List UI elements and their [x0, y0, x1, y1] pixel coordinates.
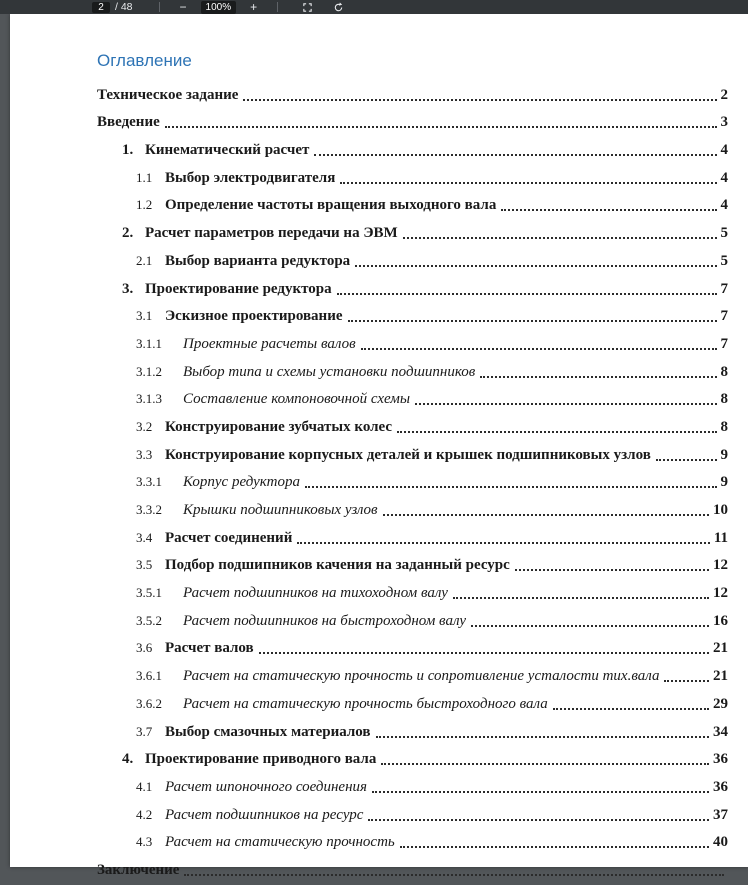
toc-entry[interactable] — [10, 636, 748, 664]
toc-entry[interactable] — [10, 331, 748, 359]
toc-entry-label: Расчет на статическую прочность — [165, 834, 395, 851]
toc-entry-label: Корпус редуктора — [183, 474, 300, 491]
toc-entry-label: Выбор типа и схемы установки подшипников — [183, 363, 476, 380]
toc-page-number: 21 — [713, 640, 728, 657]
toc-entry-label: Крышки подшипниковых узлов — [183, 502, 378, 518]
page-total-label: / 48 — [115, 1, 133, 13]
zoom-in-button[interactable]: + — [244, 0, 263, 14]
toc-dot-leader — [337, 293, 717, 295]
toc-page-number: 8 — [720, 391, 728, 408]
toc-dot-leader — [368, 819, 709, 821]
toc-entry-number: 3.6.1 — [136, 668, 162, 684]
toc-entry-number: 3.1.2 — [136, 363, 162, 379]
toc-page-number: 4 — [720, 169, 728, 186]
toc-entry[interactable] — [10, 719, 748, 747]
toc-entry[interactable] — [10, 137, 748, 165]
toc-dot-leader — [314, 154, 716, 156]
toc-entry-number: 3.7 — [136, 723, 153, 739]
toc-entry-label: Заключение — [97, 861, 180, 878]
toc-page-number: 36 — [713, 751, 728, 768]
toc-page-number: 9 — [720, 474, 728, 491]
toc-entry-number: 1. — [122, 142, 134, 159]
toc-entry-label: Эскизное проектирование — [165, 308, 343, 325]
toc-entry[interactable] — [10, 608, 748, 636]
toc-entry-number: 3.3.1 — [136, 474, 162, 490]
zoom-level-display: 100% — [201, 1, 237, 14]
toc-dot-leader — [471, 625, 709, 627]
toc-entry-number: 4.1 — [136, 778, 153, 794]
pdf-page — [10, 14, 748, 878]
toc-entry-number: 3.4 — [136, 529, 153, 545]
toc-page-number: 2 — [720, 86, 728, 103]
toc-entry-number: 3.5 — [136, 557, 153, 573]
toc-page-number: 16 — [713, 612, 728, 629]
toc-dot-leader — [400, 846, 709, 848]
toc-entry-number: 3.5.2 — [136, 612, 162, 628]
toc-dot-leader — [480, 376, 716, 378]
toc-page-number: 12 — [713, 585, 728, 602]
toc-dot-leader — [656, 459, 717, 461]
toc-entry[interactable] — [10, 580, 748, 608]
toc-dot-leader — [376, 736, 709, 738]
toc-dot-leader — [372, 791, 709, 793]
toc-entry-label: Составление компоновочной схемы — [183, 391, 411, 408]
toc-dot-leader — [515, 569, 709, 571]
toc-entry-label: Расчет шпоночного соединения — [165, 778, 367, 795]
toc-entry-label: Проектирование приводного вала — [145, 751, 377, 768]
toc-entry-label: Расчет подшипников на быстроходном валу — [183, 612, 466, 629]
toc-page-number: 9 — [720, 446, 728, 463]
toc-entry-label: Расчет на статическую прочность быстроходного вала — [183, 695, 548, 712]
toc-page-number: 36 — [713, 778, 728, 795]
rotate-icon[interactable] — [323, 0, 354, 14]
toc-entry-number: 1.2 — [136, 197, 153, 213]
toc-entry-label: Расчет на статическую прочность и сопротивление усталости тих.вала — [183, 668, 660, 685]
toc-entry-label: Введение — [97, 114, 160, 131]
toc-entry-number: 4. — [122, 751, 134, 768]
toc-entry-number: 3.6 — [136, 640, 153, 656]
toc-dot-leader — [259, 652, 709, 654]
toc-entry-number: 3.1 — [136, 308, 153, 324]
toc-entry-number: 3. — [122, 280, 134, 297]
toc-page-number: 4 — [720, 197, 728, 214]
toc-entry[interactable] — [10, 691, 748, 719]
toc-dot-leader — [397, 431, 716, 433]
toc-entry-label: Проектные расчеты валов — [183, 335, 356, 352]
toc-dot-leader — [297, 542, 709, 544]
toc-entry-number: 3.1.1 — [136, 335, 162, 351]
toc-entry[interactable] — [10, 414, 748, 442]
toc-page-number: 37 — [713, 806, 728, 823]
toc-page-number: 29 — [713, 695, 728, 712]
toc-entry-label: Определение частоты вращения выходного вала — [165, 197, 497, 214]
toc-dot-leader — [361, 348, 717, 350]
toc-entry-label: Расчет валов — [165, 640, 254, 657]
toc-entry[interactable] — [10, 802, 748, 830]
toc-entry[interactable] — [10, 830, 748, 858]
toc-entry[interactable] — [10, 248, 748, 276]
toc-page-number: 5 — [720, 252, 728, 269]
toc-entry-label: Расчет подшипников на тихоходном валу — [183, 585, 448, 602]
toc-dot-leader — [553, 708, 709, 710]
toc-entry-number: 2. — [122, 225, 134, 242]
toc-entry[interactable] — [10, 193, 748, 221]
toc-dot-leader — [664, 680, 709, 682]
toc-heading: Оглавление — [97, 51, 192, 70]
toc-entry[interactable] — [10, 359, 748, 387]
toc-dot-leader — [355, 265, 716, 267]
toc-page-number: 21 — [713, 668, 728, 685]
toc-entry-label: Проектирование редуктора — [145, 280, 332, 297]
toc-entry[interactable] — [10, 276, 748, 304]
toc-dot-leader — [348, 320, 717, 322]
toc-page-number: 7 — [720, 308, 728, 325]
toc-entry-number: 3.6.2 — [136, 695, 162, 711]
toc-dot-leader — [184, 874, 724, 876]
toc-entry[interactable] — [10, 663, 748, 691]
toc-page-number: 11 — [713, 529, 728, 546]
toc-entry-label: Конструирование зубчатых колес — [165, 418, 393, 435]
toc-entry[interactable] — [10, 857, 748, 885]
toc-entry-label: Выбор электродвигателя — [165, 169, 336, 186]
toc-page-number: 7 — [720, 280, 728, 297]
page-number-input[interactable] — [92, 2, 110, 13]
toc-entry[interactable] — [10, 747, 748, 775]
toc-entry[interactable] — [10, 165, 748, 193]
toc-page-number: 34 — [713, 723, 728, 740]
toc-entry[interactable] — [10, 497, 748, 525]
toc-entry[interactable] — [10, 442, 748, 470]
toc-entry[interactable] — [10, 525, 748, 553]
toc-entry[interactable] — [10, 387, 748, 415]
toc-entry[interactable] — [10, 82, 748, 110]
toc-entry-number: 1.1 — [136, 169, 153, 185]
toc-entry-label: Расчет подшипников на ресурс — [165, 806, 364, 823]
toolbar-divider — [277, 2, 278, 12]
toc-entry[interactable] — [10, 553, 748, 581]
toc-page-number: 10 — [713, 502, 728, 518]
toc-dot-leader — [415, 403, 716, 405]
pdf-toolbar — [0, 0, 748, 14]
toc-page-number: 7 — [720, 335, 728, 352]
toc-entry[interactable] — [10, 774, 748, 802]
toc-list — [10, 82, 748, 885]
toc-entry[interactable] — [10, 220, 748, 248]
toc-dot-leader — [243, 99, 716, 101]
toc-page-number: 12 — [713, 557, 728, 574]
toc-page-number: 4 — [720, 142, 728, 159]
toolbar-divider — [159, 2, 160, 12]
toc-entry-label: Выбор варианта редуктора — [165, 252, 351, 269]
toc-entry[interactable] — [10, 110, 748, 138]
toc-page-number: 40 — [713, 834, 728, 851]
toc-dot-leader — [403, 237, 717, 239]
toc-entry[interactable] — [10, 304, 748, 332]
toc-dot-leader — [381, 763, 709, 765]
toc-entry-label: Техническое задание — [97, 86, 239, 103]
toc-entry-number: 3.3 — [136, 446, 153, 462]
toc-dot-leader — [383, 514, 709, 516]
fit-page-icon[interactable] — [292, 0, 323, 14]
toc-entry-number: 2.1 — [136, 252, 153, 268]
toc-entry-number: 3.5.1 — [136, 585, 162, 601]
toc-entry-label: Расчет параметров передачи на ЭВМ — [145, 225, 398, 242]
toc-entry-number: 3.3.2 — [136, 502, 162, 517]
toc-entry-number: 3.2 — [136, 418, 153, 434]
toc-entry-number: 3.1.3 — [136, 391, 162, 407]
toc-entry-label: Кинематический расчет — [145, 142, 310, 159]
toc-dot-leader — [305, 486, 717, 488]
toc-dot-leader — [340, 182, 716, 184]
toc-dot-leader — [501, 209, 716, 211]
toc-entry-label: Выбор смазочных материалов — [165, 723, 371, 740]
toc-entry-label: Расчет соединений — [165, 529, 293, 546]
toc-entry-label: Подбор подшипников качения на заданный ресурс — [165, 557, 510, 574]
toc-page-number: 5 — [720, 225, 728, 242]
toc-dot-leader — [453, 597, 709, 599]
toc-entry-label: Конструирование корпусных деталей и крышек подшипниковых узлов — [165, 446, 651, 463]
zoom-out-button[interactable]: − — [174, 0, 193, 14]
toc-page-number: 8 — [720, 363, 728, 380]
toc-entry[interactable] — [10, 470, 748, 498]
toc-dot-leader — [165, 126, 717, 128]
toc-entry-number: 4.3 — [136, 834, 153, 850]
toc-page-number: 3 — [720, 114, 728, 131]
toc-page-number: 8 — [720, 418, 728, 435]
toc-entry-number: 4.2 — [136, 806, 153, 822]
